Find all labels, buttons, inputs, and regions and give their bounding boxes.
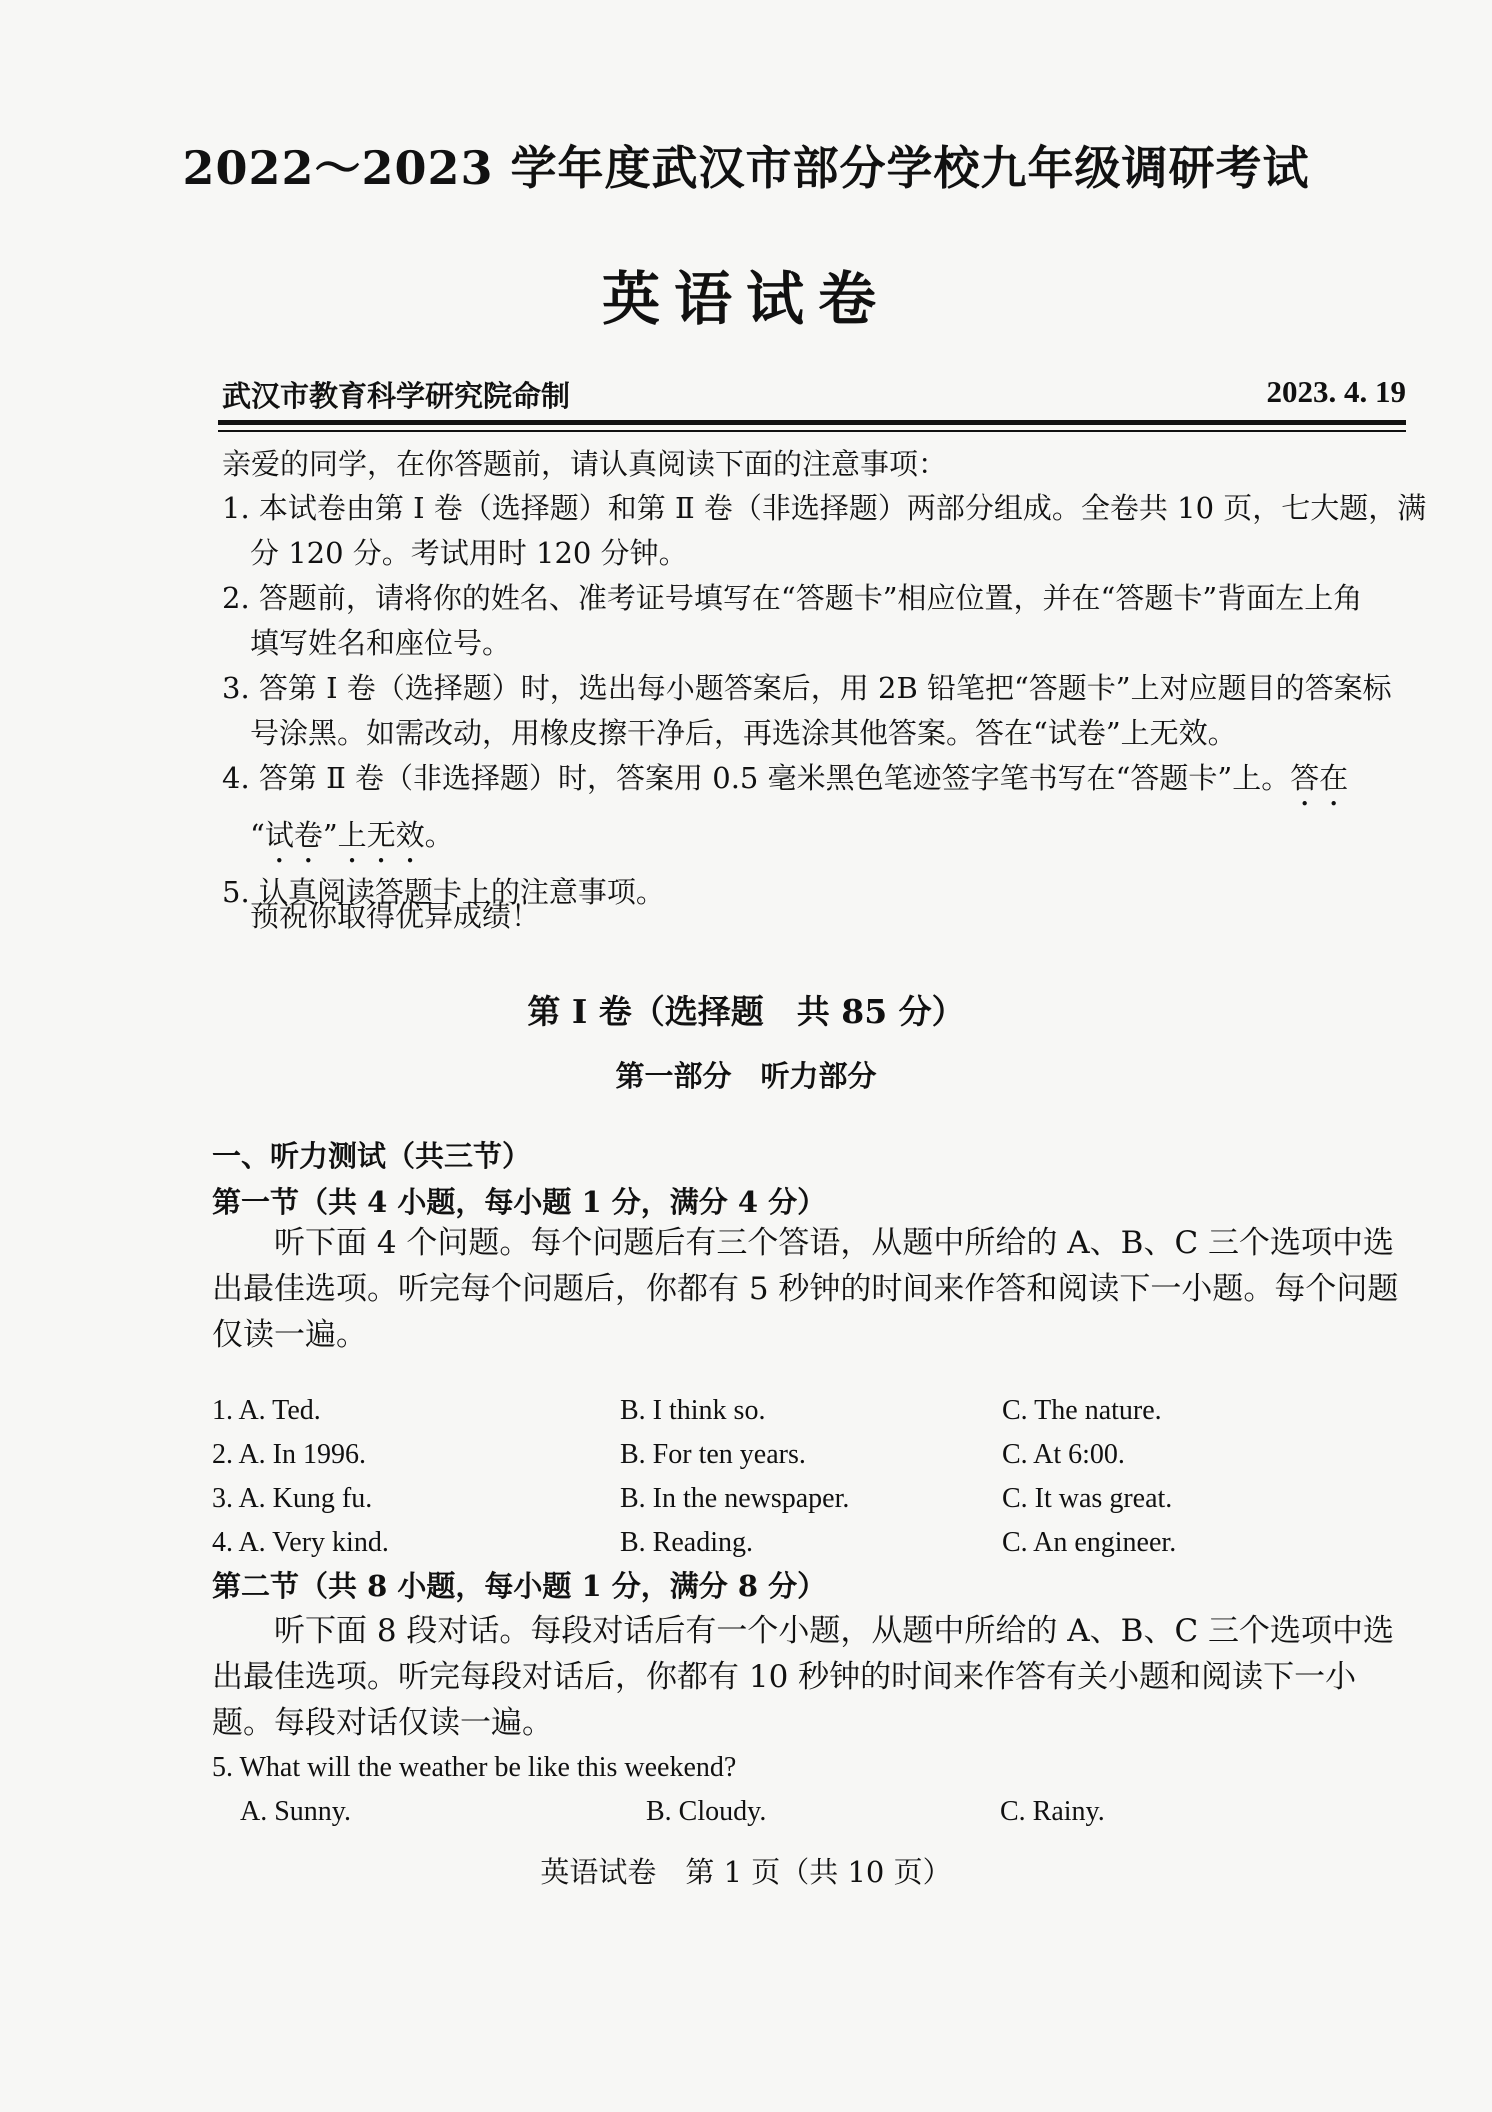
volume-title: 第 Ⅰ 卷（选择题 共 85 分） [527, 992, 965, 1031]
header-rule-thin [218, 430, 1406, 432]
option-a: 1. A. Ted. [212, 1395, 321, 1426]
issuing-organization: 武汉市教育科学研究院命制 [222, 379, 571, 413]
notice-item-1 [222, 486, 1427, 576]
section1-heading: 第一节（共 4 小题，每小题 1 分，满分 4 分） [212, 1185, 827, 1219]
emphasized-text: 答在 [1290, 761, 1349, 795]
notice-item-4 [222, 756, 1410, 870]
option-a: 3. A. Kung fu. [212, 1483, 373, 1514]
notice-item-line: 3. 答第 Ⅰ 卷（选择题）时，选出每小题答案后，用 2B 铅笔把“答题卡”上对应题目的答案标 [222, 671, 1392, 705]
header-rule-thick [218, 420, 1406, 425]
subject-title: 英语试卷 [601, 265, 890, 333]
notice-item-continuation: 号涂黑。如需改动，用橡皮擦干净后，再选涂其他答案。答在“试卷”上无效。 [250, 716, 1237, 750]
question-row [212, 1527, 1408, 1567]
question-row [212, 1483, 1408, 1523]
notice-item-continuation: 填写姓名和座位号。 [250, 626, 512, 660]
notice-item-2 [222, 576, 1410, 666]
option-b: B. Cloudy. [646, 1796, 767, 1827]
notice-list [222, 486, 1427, 915]
option-c: C. Rainy. [1000, 1796, 1105, 1827]
section1-instruction: 听下面 4 个问题。每个问题后有三个答语，从题中所给的 A、B、C 三个选项中选出最佳选项。听完每个问题后，你都有 5 秒钟的时间来作答和阅读下一小题。每个问题仅读一遍。 [212, 1225, 1399, 1353]
notice-item-line: 4. 答第 Ⅱ 卷（非选择题）时，答案用 0.5 毫米黑色笔迹签字笔书写在“答题卡”上。 [222, 761, 1291, 795]
notice-item-3 [222, 666, 1410, 756]
option-b: B. For ten years. [620, 1439, 806, 1470]
option-a: 4. A. Very kind. [212, 1527, 389, 1558]
notice-intro: 亲爱的同学，在你答题前，请认真阅读下面的注意事项： [222, 447, 948, 481]
option-c: C. At 6:00. [1002, 1439, 1125, 1470]
section-heading-listening: 一、听力测试（共三节） [212, 1139, 532, 1173]
option-c: C. It was great. [1002, 1483, 1173, 1514]
section2-instruction: 听下面 8 段对话。每段对话后有一个小题，从题中所给的 A、B、C 三个选项中选出最佳选项。听完每段对话后，你都有 10 秒钟的时间来作答有关小题和阅读下一小题。每段对话仅读一遍。 [212, 1613, 1395, 1741]
notice-item-continuation [222, 813, 1410, 870]
emphasized-text: “试卷”上无效 [250, 818, 425, 852]
option-a: A. Sunny. [240, 1796, 351, 1827]
question-5-stem: 5. What will the weather be like this weekend? [212, 1752, 737, 1783]
question-5-options [240, 1796, 1340, 1836]
exam-title: 2022～2023 学年度武汉市部分学校九年级调研考试 [182, 141, 1310, 195]
section2-heading: 第二节（共 8 小题，每小题 1 分，满分 8 分） [212, 1569, 827, 1603]
option-c: C. An engineer. [1002, 1527, 1177, 1558]
exam-date: 2023. 4. 19 [1266, 374, 1406, 409]
option-a: 2. A. In 1996. [212, 1439, 366, 1470]
page-footer: 英语试卷 第 1 页（共 10 页） [540, 1855, 952, 1889]
notice-item-line: 5. 认真阅读答题卡上的注意事项。 [222, 875, 665, 909]
notice-item-line-end: 。 [424, 818, 454, 852]
notice-item-line: 2. 答题前，请将你的姓名、准考证号填写在“答题卡”相应位置，并在“答题卡”背面左上角 [222, 581, 1363, 615]
question-row [212, 1439, 1408, 1479]
notice-item-continuation: 分 120 分。考试用时 120 分钟。 [250, 536, 688, 570]
part-title: 第一部分 听力部分 [615, 1059, 877, 1093]
notice-item-line: 1. 本试卷由第 Ⅰ 卷（选择题）和第 Ⅱ 卷（非选择题）两部分组成。全卷共 10 页，七大题，满 [222, 491, 1427, 525]
option-b: B. I think so. [620, 1395, 766, 1426]
good-luck-wish: 预祝你取得优异成绩！ [250, 899, 541, 933]
option-b: B. In the newspaper. [620, 1483, 850, 1514]
option-b: B. Reading. [620, 1527, 753, 1558]
option-c: C. The nature. [1002, 1395, 1162, 1426]
question-row [212, 1395, 1408, 1435]
